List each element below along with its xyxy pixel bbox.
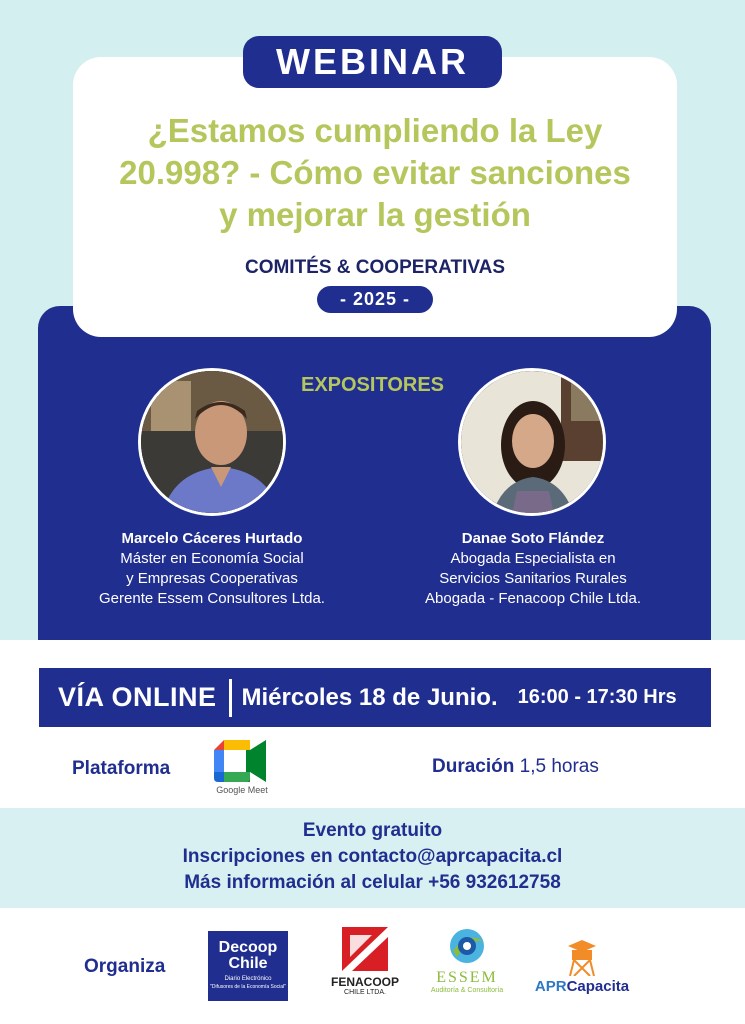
speaker-detail: Abogada Especialista en — [450, 550, 616, 567]
speaker-photo-marcelo — [138, 368, 286, 516]
speaker-detail: Servicios Sanitarios Rurales — [439, 570, 627, 587]
platform-name: Google Meet — [216, 785, 268, 795]
decoop-sub: Diario Electrónico — [224, 976, 272, 982]
essem-name: ESSEM — [436, 969, 498, 986]
year-badge: - 2025 - — [317, 286, 433, 313]
fenacoop-name: FENACOOP — [330, 975, 399, 989]
aprcapacita-logo — [522, 938, 642, 995]
event-schedule-bar — [39, 668, 711, 727]
event-date: Miércoles 18 de Junio. — [241, 683, 498, 711]
audience-subtitle: COMITÉS & COOPERATIVAS — [244, 257, 506, 278]
platform-label: Plataforma — [72, 758, 171, 779]
speaker-detail: Máster en Economía Social — [120, 550, 304, 567]
decoop-tagline: "Difusores de la Economía Social" — [210, 984, 286, 990]
organizers-label: Organiza — [84, 956, 166, 977]
fenacoop-logo — [325, 927, 405, 996]
duration — [432, 756, 599, 778]
event-time: 16:00 - 17:30 Hrs — [517, 686, 677, 708]
water-tower-graduation-icon — [564, 938, 600, 976]
speaker-detail: Gerente Essem Consultores Ltda. — [99, 590, 325, 607]
speaker-name: Danae Soto Flández — [461, 530, 605, 547]
aprcapacita-name: APRCapacita — [534, 978, 630, 995]
fenacoop-mark-icon — [342, 927, 388, 971]
speakers-heading: EXPOSITORES — [300, 374, 444, 396]
essem-sub: Auditoría & Consultoría — [430, 987, 504, 994]
speaker-card-2 — [373, 529, 693, 609]
fenacoop-sub: CHILE LTDA. — [344, 989, 386, 996]
duration-value: 1,5 horas — [519, 756, 599, 777]
speaker-card-1 — [52, 529, 372, 609]
webinar-title: ¿Estamos cumpliendo la Ley 20.998? - Cómo evitar sanciones y mejorar la gestión — [119, 112, 631, 233]
duration-label: Duración — [432, 756, 515, 777]
title-card — [73, 57, 677, 337]
speaker-detail: y Empresas Cooperativas — [126, 570, 298, 587]
decoop-name: Decoop Chile — [218, 939, 278, 972]
essem-logo — [427, 927, 507, 994]
event-mode: VÍA ONLINE — [58, 682, 217, 712]
free-event-text: Evento gratuito — [302, 820, 443, 841]
webinar-badge: WEBINAR — [243, 36, 502, 88]
divider — [229, 679, 232, 717]
speaker-name: Marcelo Cáceres Hurtado — [121, 530, 303, 547]
registration-email-text[interactable]: Inscripciones en contacto@aprcapacita.cl — [182, 846, 563, 867]
speaker-photo-danae — [458, 368, 606, 516]
essem-globe-icon — [447, 927, 487, 965]
speaker-detail: Abogada - Fenacoop Chile Ltda. — [425, 590, 641, 607]
registration-info — [0, 818, 745, 896]
decoop-logo — [206, 929, 290, 1003]
contact-phone-text[interactable]: Más información al celular +56 932612758 — [184, 872, 561, 893]
